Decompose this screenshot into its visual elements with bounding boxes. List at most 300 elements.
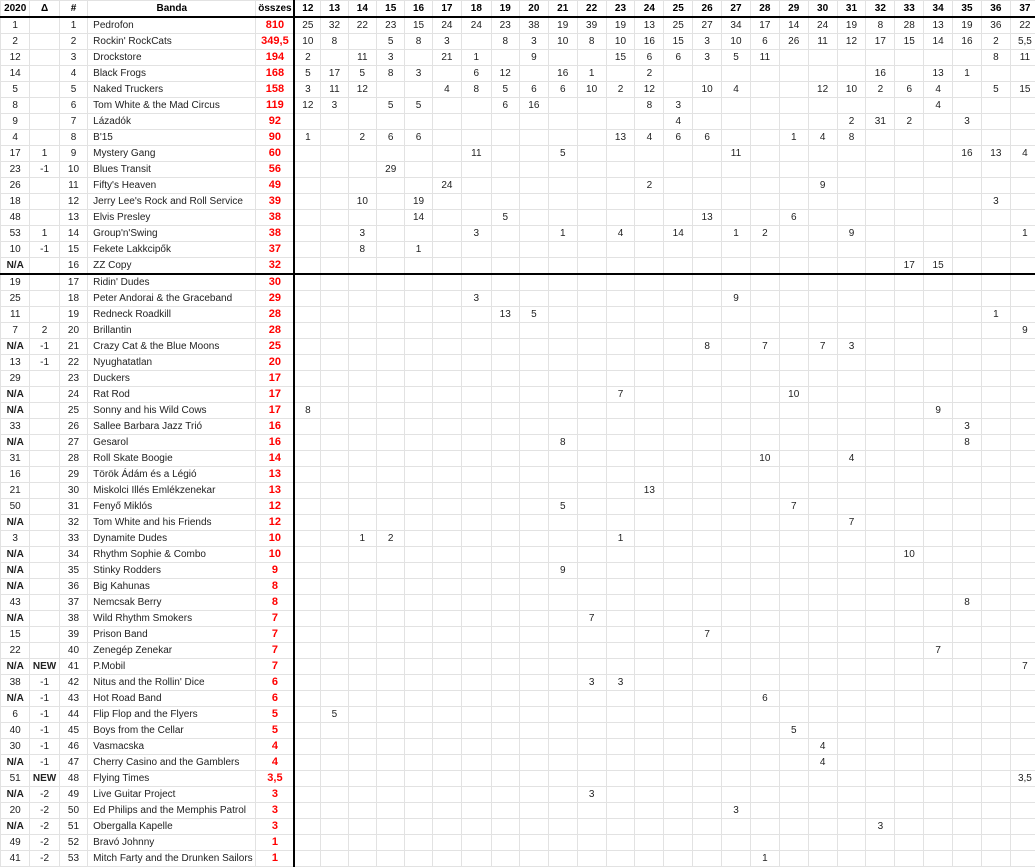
cell-week-25[interactable]: 6	[664, 50, 693, 66]
cell-week-25[interactable]	[664, 307, 693, 323]
cell-week-28[interactable]	[750, 547, 779, 563]
cell-week-13[interactable]	[321, 355, 348, 371]
cell-week-31[interactable]: 10	[837, 82, 866, 98]
cell-total[interactable]: 4	[256, 755, 295, 771]
cell-week-18[interactable]	[462, 659, 491, 675]
cell-week-34[interactable]	[924, 755, 953, 771]
cell-week-27[interactable]	[722, 403, 751, 419]
cell-week-16[interactable]	[405, 483, 432, 499]
cell-week-18[interactable]	[462, 194, 491, 210]
cell-week-34[interactable]	[924, 178, 953, 194]
header-week-28[interactable]: 28	[750, 1, 779, 18]
cell-week-14[interactable]	[348, 274, 376, 291]
cell-week-24[interactable]	[635, 194, 664, 210]
cell-week-17[interactable]	[432, 547, 461, 563]
cell-week-25[interactable]: 25	[664, 17, 693, 34]
cell-prev-year[interactable]: 33	[1, 419, 30, 435]
cell-week-18[interactable]	[462, 130, 491, 146]
cell-week-14[interactable]: 8	[348, 242, 376, 258]
cell-week-17[interactable]	[432, 675, 461, 691]
cell-week-27[interactable]	[722, 707, 751, 723]
cell-week-12[interactable]	[294, 371, 320, 387]
cell-delta[interactable]	[30, 34, 59, 50]
cell-week-24[interactable]	[635, 835, 664, 851]
cell-week-24[interactable]	[635, 659, 664, 675]
cell-week-34[interactable]	[924, 291, 953, 307]
cell-week-29[interactable]	[779, 675, 808, 691]
cell-total[interactable]: 7	[256, 627, 295, 643]
cell-week-20[interactable]	[519, 451, 548, 467]
cell-band[interactable]: Stinky Rodders	[88, 563, 256, 579]
cell-week-15[interactable]	[377, 739, 405, 755]
cell-week-19[interactable]	[491, 531, 519, 547]
cell-week-18[interactable]	[462, 835, 491, 851]
cell-week-22[interactable]	[577, 771, 606, 787]
cell-week-22[interactable]	[577, 739, 606, 755]
cell-week-28[interactable]: 1	[750, 851, 779, 867]
cell-band[interactable]: Pedrofon	[88, 17, 256, 34]
cell-week-23[interactable]: 10	[606, 34, 635, 50]
cell-week-29[interactable]	[779, 258, 808, 275]
cell-total[interactable]: 16	[256, 435, 295, 451]
cell-week-18[interactable]	[462, 499, 491, 515]
cell-week-21[interactable]	[548, 242, 577, 258]
cell-week-25[interactable]	[664, 274, 693, 291]
cell-week-21[interactable]	[548, 787, 577, 803]
cell-week-21[interactable]	[548, 50, 577, 66]
cell-rank[interactable]: 50	[59, 803, 87, 819]
cell-week-29[interactable]	[779, 371, 808, 387]
cell-total[interactable]: 90	[256, 130, 295, 146]
cell-week-27[interactable]	[722, 258, 751, 275]
cell-week-28[interactable]	[750, 242, 779, 258]
cell-week-19[interactable]	[491, 387, 519, 403]
cell-week-17[interactable]	[432, 611, 461, 627]
cell-week-28[interactable]	[750, 210, 779, 226]
cell-delta[interactable]: -2	[30, 819, 59, 835]
cell-week-16[interactable]	[405, 659, 432, 675]
cell-week-14[interactable]	[348, 547, 376, 563]
cell-week-26[interactable]	[693, 579, 722, 595]
cell-week-24[interactable]	[635, 371, 664, 387]
cell-week-35[interactable]	[953, 82, 982, 98]
cell-prev-year[interactable]: 41	[1, 851, 30, 867]
cell-week-22[interactable]	[577, 339, 606, 355]
cell-week-12[interactable]	[294, 595, 320, 611]
cell-week-29[interactable]	[779, 787, 808, 803]
cell-week-36[interactable]	[981, 515, 1010, 531]
cell-week-24[interactable]	[635, 579, 664, 595]
cell-week-18[interactable]	[462, 739, 491, 755]
cell-week-35[interactable]	[953, 803, 982, 819]
cell-week-13[interactable]	[321, 643, 348, 659]
cell-week-37[interactable]	[1010, 162, 1035, 178]
cell-week-26[interactable]	[693, 162, 722, 178]
cell-week-16[interactable]	[405, 114, 432, 130]
cell-week-30[interactable]	[808, 98, 837, 114]
cell-week-30[interactable]	[808, 387, 837, 403]
cell-week-13[interactable]	[321, 627, 348, 643]
cell-week-37[interactable]	[1010, 787, 1035, 803]
header-week-36[interactable]: 36	[981, 1, 1010, 18]
cell-week-20[interactable]	[519, 547, 548, 563]
cell-band[interactable]: Live Guitar Project	[88, 787, 256, 803]
cell-week-33[interactable]	[895, 723, 924, 739]
cell-week-13[interactable]	[321, 323, 348, 339]
cell-week-26[interactable]	[693, 595, 722, 611]
cell-week-18[interactable]	[462, 210, 491, 226]
cell-week-14[interactable]: 1	[348, 531, 376, 547]
cell-week-33[interactable]	[895, 515, 924, 531]
cell-week-32[interactable]	[866, 50, 895, 66]
cell-week-24[interactable]	[635, 499, 664, 515]
cell-band[interactable]: Rat Rod	[88, 387, 256, 403]
cell-week-12[interactable]	[294, 387, 320, 403]
cell-week-27[interactable]: 5	[722, 50, 751, 66]
header-week-16[interactable]: 16	[405, 1, 432, 18]
cell-week-28[interactable]: 7	[750, 339, 779, 355]
cell-total[interactable]: 56	[256, 162, 295, 178]
cell-week-12[interactable]	[294, 707, 320, 723]
header-week-23[interactable]: 23	[606, 1, 635, 18]
cell-prev-year[interactable]: 40	[1, 723, 30, 739]
cell-week-25[interactable]	[664, 595, 693, 611]
cell-week-33[interactable]	[895, 419, 924, 435]
cell-band[interactable]: Lázadók	[88, 114, 256, 130]
cell-week-18[interactable]	[462, 563, 491, 579]
cell-week-19[interactable]	[491, 643, 519, 659]
cell-week-18[interactable]	[462, 691, 491, 707]
cell-week-24[interactable]: 12	[635, 82, 664, 98]
cell-week-25[interactable]	[664, 787, 693, 803]
cell-week-34[interactable]	[924, 739, 953, 755]
cell-week-23[interactable]	[606, 419, 635, 435]
cell-week-25[interactable]	[664, 627, 693, 643]
cell-week-31[interactable]: 7	[837, 515, 866, 531]
cell-week-26[interactable]	[693, 467, 722, 483]
cell-week-35[interactable]	[953, 323, 982, 339]
cell-week-23[interactable]	[606, 803, 635, 819]
cell-week-33[interactable]	[895, 242, 924, 258]
cell-week-34[interactable]	[924, 451, 953, 467]
cell-week-14[interactable]	[348, 258, 376, 275]
cell-week-19[interactable]	[491, 611, 519, 627]
cell-week-22[interactable]	[577, 691, 606, 707]
cell-week-26[interactable]	[693, 307, 722, 323]
cell-week-22[interactable]	[577, 387, 606, 403]
cell-week-22[interactable]: 8	[577, 34, 606, 50]
cell-week-35[interactable]	[953, 723, 982, 739]
cell-week-19[interactable]: 6	[491, 98, 519, 114]
cell-week-29[interactable]: 14	[779, 17, 808, 34]
cell-week-30[interactable]: 4	[808, 755, 837, 771]
cell-week-25[interactable]	[664, 483, 693, 499]
cell-week-34[interactable]	[924, 323, 953, 339]
cell-prev-year[interactable]: 1	[1, 17, 30, 34]
cell-delta[interactable]	[30, 307, 59, 323]
cell-week-27[interactable]	[722, 355, 751, 371]
cell-week-25[interactable]	[664, 66, 693, 82]
cell-week-37[interactable]: 1	[1010, 226, 1035, 242]
cell-week-30[interactable]: 7	[808, 339, 837, 355]
cell-week-29[interactable]	[779, 66, 808, 82]
cell-delta[interactable]: 1	[30, 146, 59, 162]
cell-week-37[interactable]	[1010, 339, 1035, 355]
cell-week-16[interactable]	[405, 611, 432, 627]
cell-week-23[interactable]	[606, 627, 635, 643]
cell-week-33[interactable]: 28	[895, 17, 924, 34]
cell-delta[interactable]	[30, 451, 59, 467]
cell-week-22[interactable]	[577, 114, 606, 130]
cell-week-26[interactable]: 3	[693, 34, 722, 50]
cell-week-36[interactable]	[981, 355, 1010, 371]
cell-week-37[interactable]: 9	[1010, 323, 1035, 339]
cell-week-17[interactable]	[432, 98, 461, 114]
cell-week-29[interactable]	[779, 178, 808, 194]
cell-week-30[interactable]	[808, 323, 837, 339]
cell-week-15[interactable]	[377, 226, 405, 242]
cell-rank[interactable]: 13	[59, 210, 87, 226]
cell-week-36[interactable]	[981, 819, 1010, 835]
cell-week-30[interactable]	[808, 771, 837, 787]
cell-week-22[interactable]	[577, 627, 606, 643]
cell-prev-year[interactable]: N/A	[1, 547, 30, 563]
cell-week-24[interactable]	[635, 739, 664, 755]
cell-week-25[interactable]	[664, 755, 693, 771]
cell-week-17[interactable]: 24	[432, 17, 461, 34]
cell-week-12[interactable]	[294, 467, 320, 483]
cell-week-29[interactable]	[779, 146, 808, 162]
cell-week-28[interactable]	[750, 258, 779, 275]
cell-week-37[interactable]	[1010, 98, 1035, 114]
cell-week-25[interactable]	[664, 739, 693, 755]
cell-week-37[interactable]	[1010, 467, 1035, 483]
cell-week-29[interactable]	[779, 707, 808, 723]
cell-week-33[interactable]	[895, 178, 924, 194]
cell-week-21[interactable]	[548, 547, 577, 563]
cell-prev-year[interactable]: 12	[1, 50, 30, 66]
cell-rank[interactable]: 18	[59, 291, 87, 307]
cell-week-24[interactable]	[635, 515, 664, 531]
cell-delta[interactable]	[30, 579, 59, 595]
cell-week-36[interactable]	[981, 563, 1010, 579]
cell-week-25[interactable]	[664, 515, 693, 531]
cell-week-21[interactable]	[548, 403, 577, 419]
cell-week-16[interactable]: 3	[405, 66, 432, 82]
cell-week-16[interactable]	[405, 419, 432, 435]
cell-week-27[interactable]	[722, 387, 751, 403]
header-week-35[interactable]: 35	[953, 1, 982, 18]
cell-week-17[interactable]	[432, 114, 461, 130]
cell-week-35[interactable]	[953, 403, 982, 419]
cell-rank[interactable]: 16	[59, 258, 87, 275]
cell-week-20[interactable]	[519, 803, 548, 819]
cell-delta[interactable]	[30, 258, 59, 275]
cell-week-23[interactable]	[606, 146, 635, 162]
cell-week-17[interactable]	[432, 467, 461, 483]
cell-week-23[interactable]	[606, 547, 635, 563]
cell-week-27[interactable]	[722, 499, 751, 515]
cell-week-21[interactable]: 6	[548, 82, 577, 98]
cell-week-15[interactable]	[377, 723, 405, 739]
cell-week-13[interactable]: 11	[321, 82, 348, 98]
cell-week-26[interactable]	[693, 803, 722, 819]
cell-delta[interactable]: -1	[30, 691, 59, 707]
cell-week-18[interactable]: 6	[462, 66, 491, 82]
cell-delta[interactable]	[30, 50, 59, 66]
cell-week-15[interactable]: 8	[377, 66, 405, 82]
cell-prev-year[interactable]: N/A	[1, 403, 30, 419]
cell-week-31[interactable]	[837, 835, 866, 851]
cell-week-23[interactable]	[606, 499, 635, 515]
cell-week-34[interactable]	[924, 627, 953, 643]
cell-week-31[interactable]	[837, 162, 866, 178]
cell-week-23[interactable]	[606, 451, 635, 467]
cell-week-34[interactable]	[924, 819, 953, 835]
cell-week-14[interactable]	[348, 755, 376, 771]
cell-week-28[interactable]	[750, 355, 779, 371]
cell-week-34[interactable]	[924, 274, 953, 291]
cell-total[interactable]: 12	[256, 499, 295, 515]
cell-rank[interactable]: 1	[59, 17, 87, 34]
cell-week-16[interactable]	[405, 371, 432, 387]
cell-week-20[interactable]	[519, 835, 548, 851]
cell-week-31[interactable]	[837, 258, 866, 275]
cell-week-34[interactable]	[924, 194, 953, 210]
cell-week-33[interactable]	[895, 387, 924, 403]
cell-week-19[interactable]	[491, 451, 519, 467]
cell-week-21[interactable]	[548, 178, 577, 194]
cell-total[interactable]: 3,5	[256, 771, 295, 787]
cell-prev-year[interactable]: 31	[1, 451, 30, 467]
cell-week-20[interactable]	[519, 355, 548, 371]
cell-week-31[interactable]	[837, 403, 866, 419]
cell-total[interactable]: 25	[256, 339, 295, 355]
cell-week-32[interactable]	[866, 403, 895, 419]
header-week-31[interactable]: 31	[837, 1, 866, 18]
cell-week-27[interactable]: 4	[722, 82, 751, 98]
cell-week-36[interactable]	[981, 723, 1010, 739]
cell-week-37[interactable]	[1010, 483, 1035, 499]
cell-week-24[interactable]	[635, 675, 664, 691]
cell-week-22[interactable]	[577, 659, 606, 675]
cell-week-20[interactable]	[519, 210, 548, 226]
cell-delta[interactable]	[30, 643, 59, 659]
cell-week-27[interactable]	[722, 435, 751, 451]
cell-week-36[interactable]	[981, 787, 1010, 803]
cell-week-24[interactable]	[635, 563, 664, 579]
cell-week-34[interactable]	[924, 210, 953, 226]
cell-week-31[interactable]	[837, 819, 866, 835]
cell-week-36[interactable]	[981, 274, 1010, 291]
cell-week-24[interactable]	[635, 162, 664, 178]
cell-week-24[interactable]	[635, 547, 664, 563]
cell-week-22[interactable]	[577, 242, 606, 258]
cell-week-30[interactable]	[808, 851, 837, 867]
cell-band[interactable]: Miskolci Illés Emlékzenekar	[88, 483, 256, 499]
cell-week-33[interactable]: 6	[895, 82, 924, 98]
cell-week-20[interactable]	[519, 675, 548, 691]
cell-week-15[interactable]: 5	[377, 98, 405, 114]
cell-week-36[interactable]	[981, 739, 1010, 755]
cell-week-15[interactable]: 23	[377, 17, 405, 34]
cell-week-33[interactable]	[895, 691, 924, 707]
cell-week-28[interactable]	[750, 771, 779, 787]
cell-total[interactable]: 5	[256, 707, 295, 723]
cell-week-18[interactable]: 8	[462, 82, 491, 98]
cell-prev-year[interactable]: 21	[1, 483, 30, 499]
cell-week-14[interactable]: 11	[348, 50, 376, 66]
cell-rank[interactable]: 51	[59, 819, 87, 835]
cell-week-28[interactable]	[750, 515, 779, 531]
cell-week-19[interactable]	[491, 707, 519, 723]
cell-week-19[interactable]	[491, 771, 519, 787]
cell-week-17[interactable]	[432, 419, 461, 435]
cell-rank[interactable]: 33	[59, 531, 87, 547]
cell-week-32[interactable]	[866, 483, 895, 499]
cell-week-26[interactable]	[693, 739, 722, 755]
cell-week-18[interactable]	[462, 819, 491, 835]
cell-week-26[interactable]	[693, 659, 722, 675]
cell-week-14[interactable]	[348, 307, 376, 323]
cell-week-13[interactable]	[321, 50, 348, 66]
cell-week-29[interactable]	[779, 50, 808, 66]
cell-week-16[interactable]	[405, 643, 432, 659]
cell-week-30[interactable]	[808, 707, 837, 723]
cell-week-12[interactable]	[294, 307, 320, 323]
cell-week-25[interactable]: 4	[664, 114, 693, 130]
cell-week-15[interactable]	[377, 691, 405, 707]
cell-week-20[interactable]	[519, 130, 548, 146]
cell-week-17[interactable]	[432, 755, 461, 771]
cell-week-33[interactable]	[895, 451, 924, 467]
cell-total[interactable]: 13	[256, 483, 295, 499]
cell-week-24[interactable]	[635, 258, 664, 275]
cell-week-35[interactable]	[953, 611, 982, 627]
cell-band[interactable]: Roll Skate Boogie	[88, 451, 256, 467]
cell-week-37[interactable]	[1010, 194, 1035, 210]
cell-week-27[interactable]	[722, 595, 751, 611]
cell-week-21[interactable]	[548, 258, 577, 275]
cell-week-29[interactable]	[779, 291, 808, 307]
cell-week-27[interactable]	[722, 819, 751, 835]
cell-week-36[interactable]	[981, 419, 1010, 435]
cell-week-14[interactable]	[348, 803, 376, 819]
header-total[interactable]: összes	[256, 1, 295, 18]
cell-week-14[interactable]	[348, 563, 376, 579]
cell-week-18[interactable]	[462, 307, 491, 323]
cell-week-14[interactable]	[348, 162, 376, 178]
cell-week-14[interactable]	[348, 323, 376, 339]
cell-week-28[interactable]	[750, 467, 779, 483]
cell-week-16[interactable]	[405, 435, 432, 451]
cell-week-34[interactable]	[924, 611, 953, 627]
cell-week-22[interactable]	[577, 515, 606, 531]
cell-week-25[interactable]	[664, 403, 693, 419]
cell-prev-year[interactable]: 48	[1, 210, 30, 226]
cell-week-13[interactable]	[321, 483, 348, 499]
cell-week-22[interactable]: 3	[577, 675, 606, 691]
cell-week-18[interactable]	[462, 274, 491, 291]
cell-delta[interactable]	[30, 611, 59, 627]
cell-week-25[interactable]: 3	[664, 98, 693, 114]
cell-week-16[interactable]	[405, 547, 432, 563]
cell-week-37[interactable]	[1010, 595, 1035, 611]
cell-week-34[interactable]	[924, 771, 953, 787]
cell-week-13[interactable]: 5	[321, 707, 348, 723]
cell-rank[interactable]: 28	[59, 451, 87, 467]
cell-week-20[interactable]	[519, 194, 548, 210]
